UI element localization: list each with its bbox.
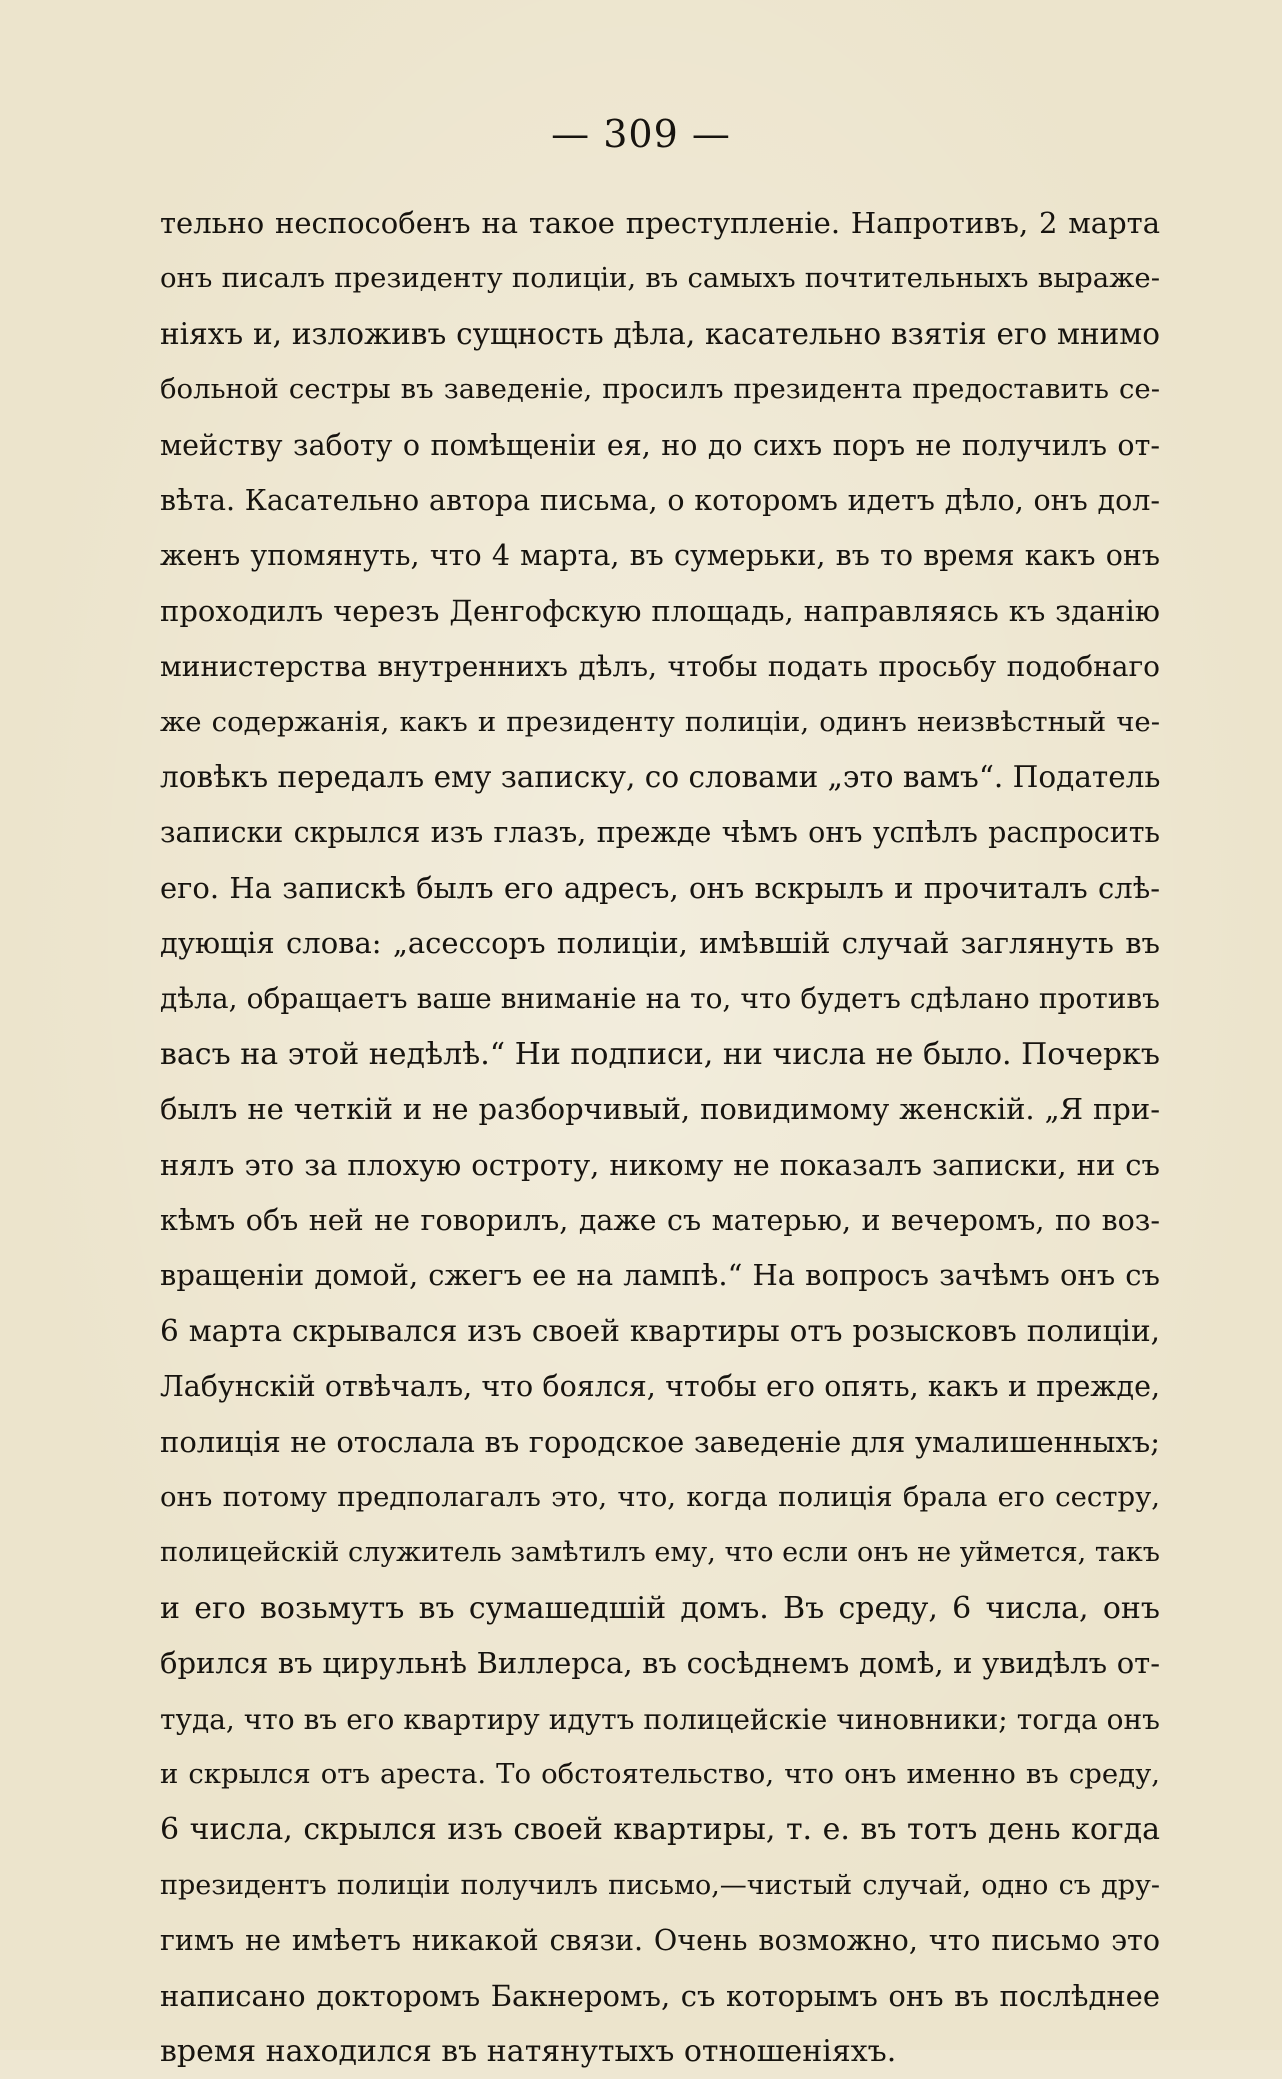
- text-line: онъ писалъ президенту полиціи, въ самыхъ почтительныхъ выраже-: [160, 262, 1160, 295]
- text-line: дующія слова: „асессоръ полиціи, имѣвшій случай заглянуть въ: [160, 926, 1160, 961]
- text-line: онъ потому предполагалъ это, что, когда полиція брала его сестру,: [160, 1480, 1160, 1513]
- text-line: написано докторомъ Бакнеромъ, съ которымъ онъ въ послѣднее: [160, 1978, 1160, 2013]
- text-line: министерства внутреннихъ дѣлъ, чтобы подать просьбу подобнаго: [160, 650, 1160, 684]
- text-line: дѣла, обращаетъ ваше вниманіе на то, что будетъ сдѣлано противъ: [160, 982, 1160, 1016]
- text-line: брился въ цирульнѣ Виллерса, въ сосѣднемъ домѣ, и увидѣлъ от-: [160, 1646, 1160, 1681]
- text-line: 6 числа, скрылся изъ своей квартиры, т. е. въ тотъ день когда: [160, 1812, 1160, 1848]
- text-line: вѣта. Касательно автора письма, о которомъ идетъ дѣло, онъ дол-: [160, 483, 1160, 517]
- text-line: Лабунскій отвѣчалъ, что боялся, чтобы его опять, какъ и прежде,: [160, 1370, 1160, 1404]
- text-line: вращеніи домой, сжегъ ее на лампѣ.“ На вопросъ зачѣмъ онъ съ: [160, 1258, 1160, 1293]
- text-line: ловѣкъ передалъ ему записку, со словами „это вамъ“. Податель: [160, 759, 1160, 794]
- text-line: 6 марта скрывался изъ своей квартиры отъ розысковъ полиціи,: [160, 1313, 1160, 1348]
- text-line: былъ не четкій и не разборчивый, повидимому женскій. „Я при-: [160, 1092, 1160, 1127]
- text-line: президентъ полиціи получилъ письмо,—чистый случай, одно съ дру-: [160, 1869, 1160, 1901]
- text-line: васъ на этой недѣлѣ.“ Ни подписи, ни числа не было. Почеркъ: [160, 1036, 1160, 1072]
- text-line: полицейскій служитель замѣтилъ ему, что если онъ не уймется, такъ: [160, 1537, 1160, 1569]
- text-line: его. На запискѣ былъ его адресъ, онъ вскрылъ и прочиталъ слѣ-: [160, 870, 1160, 905]
- text-line: мейству заботу о помѣщеніи ея, но до сихъ поръ не получилъ от-: [160, 428, 1160, 462]
- text-line: тельно неспособенъ на такое преступленіе. Напротивъ, 2 марта: [160, 206, 1160, 240]
- text-line: кѣмъ объ ней не говорилъ, даже съ матерью, и вечеромъ, по воз-: [160, 1204, 1160, 1238]
- text-line: ніяхъ и, изложивъ сущность дѣла, касательно взятія его мнимо: [160, 316, 1160, 351]
- text-line-last: время находился въ натянутыхъ отношеніяхъ.: [160, 2033, 897, 2069]
- text-line: женъ упомянуть, что 4 марта, въ сумерьки, въ то время какъ онъ: [160, 539, 1160, 573]
- page-number: — 309 —: [551, 112, 731, 156]
- text-line: больной сестры въ заведеніе, просилъ президента предоставить се-: [160, 373, 1160, 406]
- text-line: и скрылся отъ ареста. То обстоятельство, что онъ именно въ среду,: [160, 1757, 1160, 1790]
- text-line: нялъ это за плохую остроту, никому не показалъ записки, ни съ: [160, 1147, 1160, 1182]
- text-line: же содержанія, какъ и президенту полиціи, одинъ неизвѣстный че-: [160, 705, 1160, 738]
- text-line: туда, что въ его квартиру идутъ полицейскіе чиновники; тогда онъ: [160, 1702, 1160, 1736]
- text-line: гимъ не имѣетъ никакой связи. Очень возможно, что письмо это: [160, 1924, 1160, 1958]
- text-line: и его возьмутъ въ сумашедшій домъ. Въ среду, 6 числа, онъ: [160, 1590, 1160, 1626]
- text-line: проходилъ черезъ Денгофскую площадь, направляясь къ зданію: [160, 593, 1160, 628]
- text-line: полиція не отослала въ городское заведеніе для умалишенныхъ;: [160, 1424, 1160, 1459]
- body-text: [160, 196, 1160, 2079]
- text-line: записки скрылся изъ глазъ, прежде чѣмъ онъ успѣлъ распросить: [160, 816, 1160, 850]
